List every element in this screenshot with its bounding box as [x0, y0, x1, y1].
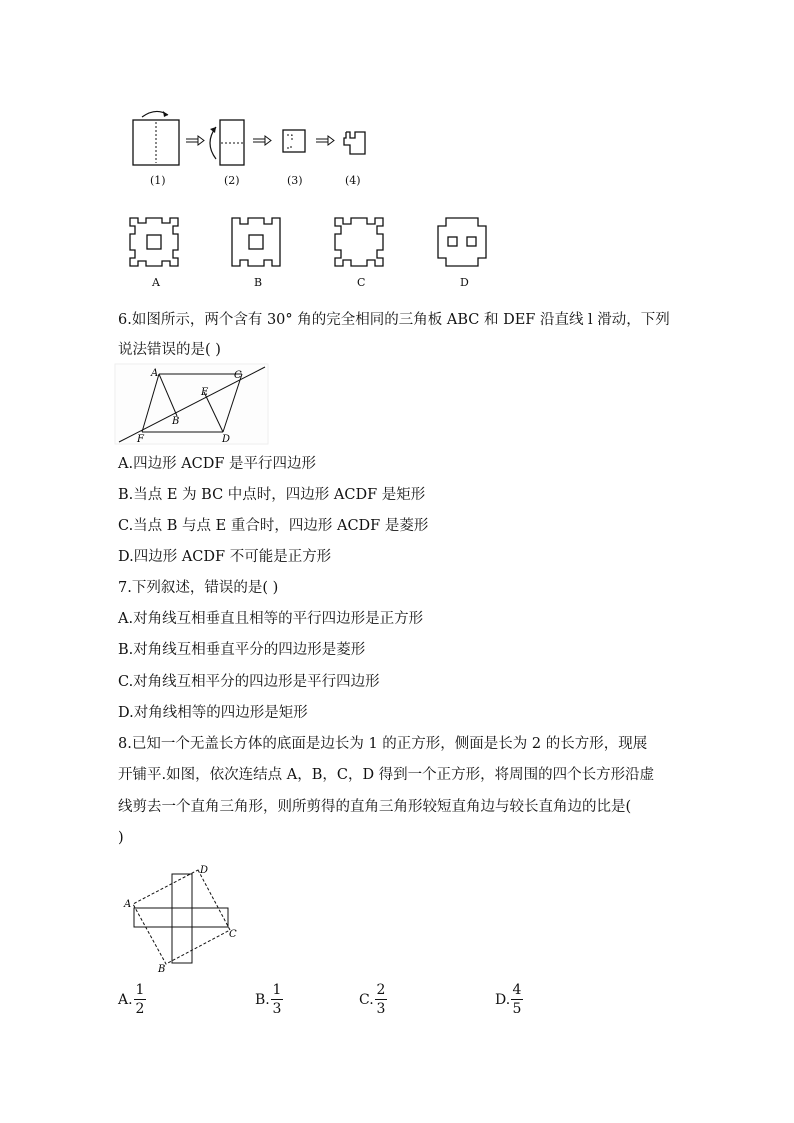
- fold-option-label-b: B: [254, 276, 263, 289]
- q8-option-letter: B.: [255, 992, 270, 1008]
- fold-option-b-figure: [230, 216, 284, 270]
- fold-step-4: [344, 132, 365, 154]
- q6-point-e: E: [201, 387, 209, 398]
- q6-triangles-figure: [115, 364, 270, 446]
- q7-option-c: C.对角线互相平分的四边形是平行四边形: [118, 674, 380, 690]
- fold-step-3: [283, 130, 305, 152]
- fraction-denominator: 3: [376, 1001, 386, 1017]
- q7-option-a: A.对角线互相垂直且相等的平行四边形是正方形: [118, 611, 424, 627]
- q8-stem-line-4: ): [118, 830, 124, 846]
- fold-step-label-4: (4): [345, 174, 361, 187]
- arrow-right-icon: [186, 136, 204, 145]
- fraction: [271, 982, 283, 1017]
- q6-stem-line-2: 说法错误的是( ): [118, 342, 221, 358]
- q7-option-d: D.对角线相等的四边形是矩形: [118, 705, 308, 721]
- q6-point-a: A: [151, 368, 159, 379]
- arrow-right-icon: [316, 136, 334, 145]
- fraction-denominator: 3: [272, 1001, 282, 1017]
- q6-option-a: A.四边形 ACDF 是平行四边形: [118, 456, 317, 472]
- q7-stem: 7.下列叙述，错误的是( ): [118, 580, 279, 596]
- q8-option-letter: D.: [495, 992, 511, 1008]
- q8-stem-line-1: 8.已知一个无盖长方体的底面是边长为 1 的正方形，侧面是长为 2 的长方形，现展: [118, 736, 648, 752]
- fraction: [134, 982, 146, 1017]
- fold-step-label-1: (1): [150, 174, 166, 187]
- q8-point-b: B: [158, 964, 166, 975]
- q6-stem-line-1: 6.如图所示，两个含有 30° 角的完全相同的三角板 ABC 和 DEF 沿直线 l 滑动，下列: [118, 312, 670, 328]
- fold-option-label-d: D: [460, 276, 469, 289]
- fold-option-c-figure: [333, 216, 387, 270]
- fold-step-1: [133, 111, 179, 165]
- q6-point-f: F: [137, 434, 144, 445]
- fold-option-label-a: A: [152, 276, 160, 289]
- fold-step-label-2: (2): [224, 174, 240, 187]
- fraction-numerator: 1: [272, 982, 282, 998]
- fold-step-2: [210, 120, 244, 165]
- fraction-denominator: 2: [135, 1001, 145, 1017]
- fraction: [511, 982, 523, 1017]
- fraction-denominator: 5: [512, 1001, 522, 1017]
- q8-option-letter: A.: [118, 992, 133, 1008]
- q8-stem-line-2: 开铺平.如图，依次连结点 A，B，C，D 得到一个正方形，将周围的四个长方形沿虚: [118, 767, 655, 783]
- q6-option-d: D.四边形 ACDF 不可能是正方形: [118, 549, 332, 565]
- fold-option-d-figure: [436, 216, 490, 270]
- q8-net-figure: [120, 860, 245, 975]
- q8-point-a: A: [124, 899, 132, 910]
- q8-option-letter: C.: [359, 992, 374, 1008]
- arrow-right-icon: [253, 136, 271, 145]
- fold-option-a-figure: [128, 216, 182, 270]
- q8-point-d: D: [200, 865, 209, 876]
- fraction-numerator: 4: [512, 982, 522, 998]
- q7-option-b: B.对角线互相垂直平分的四边形是菱形: [118, 642, 366, 658]
- q6-point-d: D: [222, 434, 231, 445]
- fraction-numerator: 1: [135, 982, 145, 998]
- fold-option-label-c: C: [357, 276, 366, 289]
- q8-stem-line-3: 线剪去一个直角三角形，则所剪得的直角三角形较短直角边与较长直角边的比是(: [118, 799, 632, 815]
- q8-point-c: C: [229, 929, 237, 940]
- q6-point-c: C: [234, 370, 242, 381]
- q6-point-b: B: [172, 416, 180, 427]
- q6-option-c: C.当点 B 与点 E 重合时，四边形 ACDF 是菱形: [118, 518, 429, 534]
- fraction: [375, 982, 387, 1017]
- fold-step-label-3: (3): [287, 174, 303, 187]
- fraction-numerator: 2: [376, 982, 386, 998]
- q6-option-b: B.当点 E 为 BC 中点时，四边形 ACDF 是矩形: [118, 487, 426, 503]
